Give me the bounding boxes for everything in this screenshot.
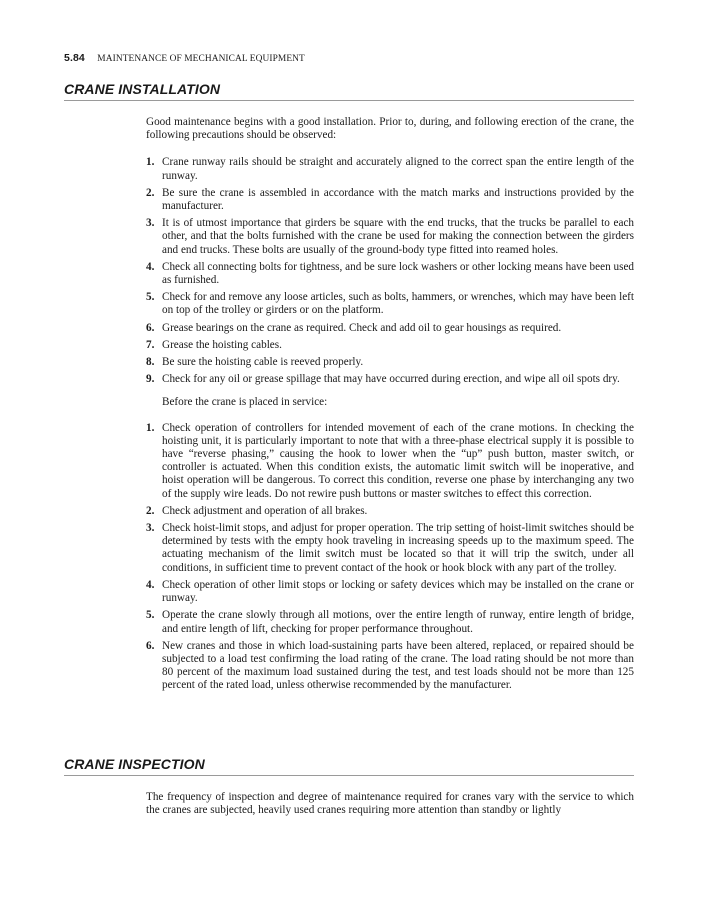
list-item — [146, 187, 634, 213]
crane-installation-body — [146, 116, 634, 697]
list-number: 9. — [146, 373, 155, 386]
list-text: Grease bearings on the crane as required. Check and add oil to gear housings as required. — [162, 321, 562, 334]
list-item — [146, 217, 634, 257]
list-text: Be sure the hoisting cable is reeved properly. — [162, 356, 364, 369]
list-number: 1. — [146, 421, 155, 434]
list-item — [146, 156, 634, 182]
list-text: Operate the crane slowly through all motions, over the entire length of runway, entire length of bridge, and entire length of lift, checking for proper performance throughout. — [162, 609, 634, 635]
list-item — [146, 373, 634, 386]
list-item — [146, 505, 634, 518]
list-number: 2. — [146, 186, 155, 199]
list-item — [146, 356, 634, 369]
service-checks-list — [146, 422, 634, 693]
section-divider — [64, 100, 634, 101]
page-number: 5.84 — [64, 52, 85, 64]
running-title: MAINTENANCE OF MECHANICAL EQUIPMENT — [97, 54, 305, 64]
list-item — [146, 322, 634, 335]
list-number: 2. — [146, 504, 155, 517]
list-number: 1. — [146, 156, 155, 169]
precautions-list — [146, 156, 634, 386]
list-text: Check for any oil or grease spillage that may have occurred during erection, and wipe all oil spots dry. — [162, 373, 620, 386]
list-text: Check hoist-limit stops, and adjust for proper operation. The trip setting of hoist-limit switches should be determined by tests with the empty hook traveling in increasing speeds up to the maximum speed. The actuating mechanism of the limit switch must be located so that it will trip the switch, under all conditions, in sufficient time to prevent contact of the hook or hook block with any part of the trolley. — [162, 522, 634, 574]
list-number: 5. — [146, 609, 155, 622]
intro-paragraph: Good maintenance begins with a good installation. Prior to, during, and following erection of the crane, the following precautions should be observed: — [146, 116, 634, 142]
list-number: 4. — [146, 578, 155, 591]
list-item — [146, 579, 634, 605]
list-item — [146, 522, 634, 575]
inspection-intro-paragraph: The frequency of inspection and degree of maintenance required for cranes vary with the service to which the cranes are subjected, heavily used cranes requiring more attention than standby or lightly — [146, 791, 634, 817]
list-number: 8. — [146, 356, 155, 369]
section-divider — [64, 775, 634, 776]
list-text: Check all connecting bolts for tightness, and be sure lock washers or other locking means have been used as furnished. — [162, 260, 634, 287]
list-text: It is of utmost importance that girders be square with the end trucks, that the trucks be parallel to each other, and that the bolts furnished with the crane be used for making the connection between the girders and end trucks. These bolts are usually of the ground-body type fitted into reamed holes. — [162, 217, 634, 256]
list-item — [146, 609, 634, 635]
list-item — [146, 339, 634, 352]
list-number: 7. — [146, 338, 155, 351]
section-title-crane-installation: CRANE INSTALLATION — [64, 81, 221, 97]
list-text: Crane runway rails should be straight and accurately aligned to the correct span the entire length of the runway. — [162, 156, 634, 182]
list-number: 3. — [146, 217, 155, 230]
crane-inspection-body — [146, 791, 634, 817]
list-item — [146, 261, 634, 287]
list-number: 3. — [146, 522, 155, 535]
list-text: Grease the hoisting cables. — [162, 338, 282, 351]
list-item — [146, 291, 634, 317]
section-title-crane-inspection: CRANE INSPECTION — [64, 756, 205, 772]
running-header — [64, 52, 305, 64]
list-number: 4. — [146, 260, 155, 273]
before-service-paragraph: Before the crane is placed in service: — [162, 396, 328, 409]
list-text: Check adjustment and operation of all brakes. — [162, 504, 368, 517]
list-item — [146, 422, 634, 501]
list-text: Check operation of other limit stops or locking or safety devices which may be installed on the crane or runway. — [162, 578, 634, 605]
list-number: 6. — [146, 639, 155, 652]
list-text: Check operation of controllers for intended movement of each of the crane motions. In checking the hoisting unit, it is particularly important to note that with a three-phase electrical supply it is possible to have “reverse phasing,” causing the hook to lower when the “up” push button, master switch, or controller is actuated. When this condition exists, the automatic limit switch will be inoperative, and hoist operation will be dangerous. To correct this condition, reverse one phase by interchanging any two of the supply wire leads. Do not rewire push buttons or master switches to effect this correction. — [162, 421, 634, 500]
list-number: 5. — [146, 291, 155, 304]
list-text: Be sure the crane is assembled in accordance with the match marks and instructions provided by the manufacturer. — [162, 186, 634, 213]
list-text: Check for and remove any loose articles, such as bolts, hammers, or wrenches, which may have been left on top of the trolley or girders or on the platform. — [162, 291, 634, 317]
list-number: 6. — [146, 321, 155, 334]
list-text: New cranes and those in which load-sustaining parts have been altered, replaced, or repaired should be subjected to a load test confirming the load rating of the crane. The load rating should be not more than 80 percent of the maximum load sustained during the test, and test loads should not be more than 125 percent of the rated load, unless otherwise recommended by the manufacturer. — [162, 639, 634, 692]
list-item — [146, 640, 634, 693]
